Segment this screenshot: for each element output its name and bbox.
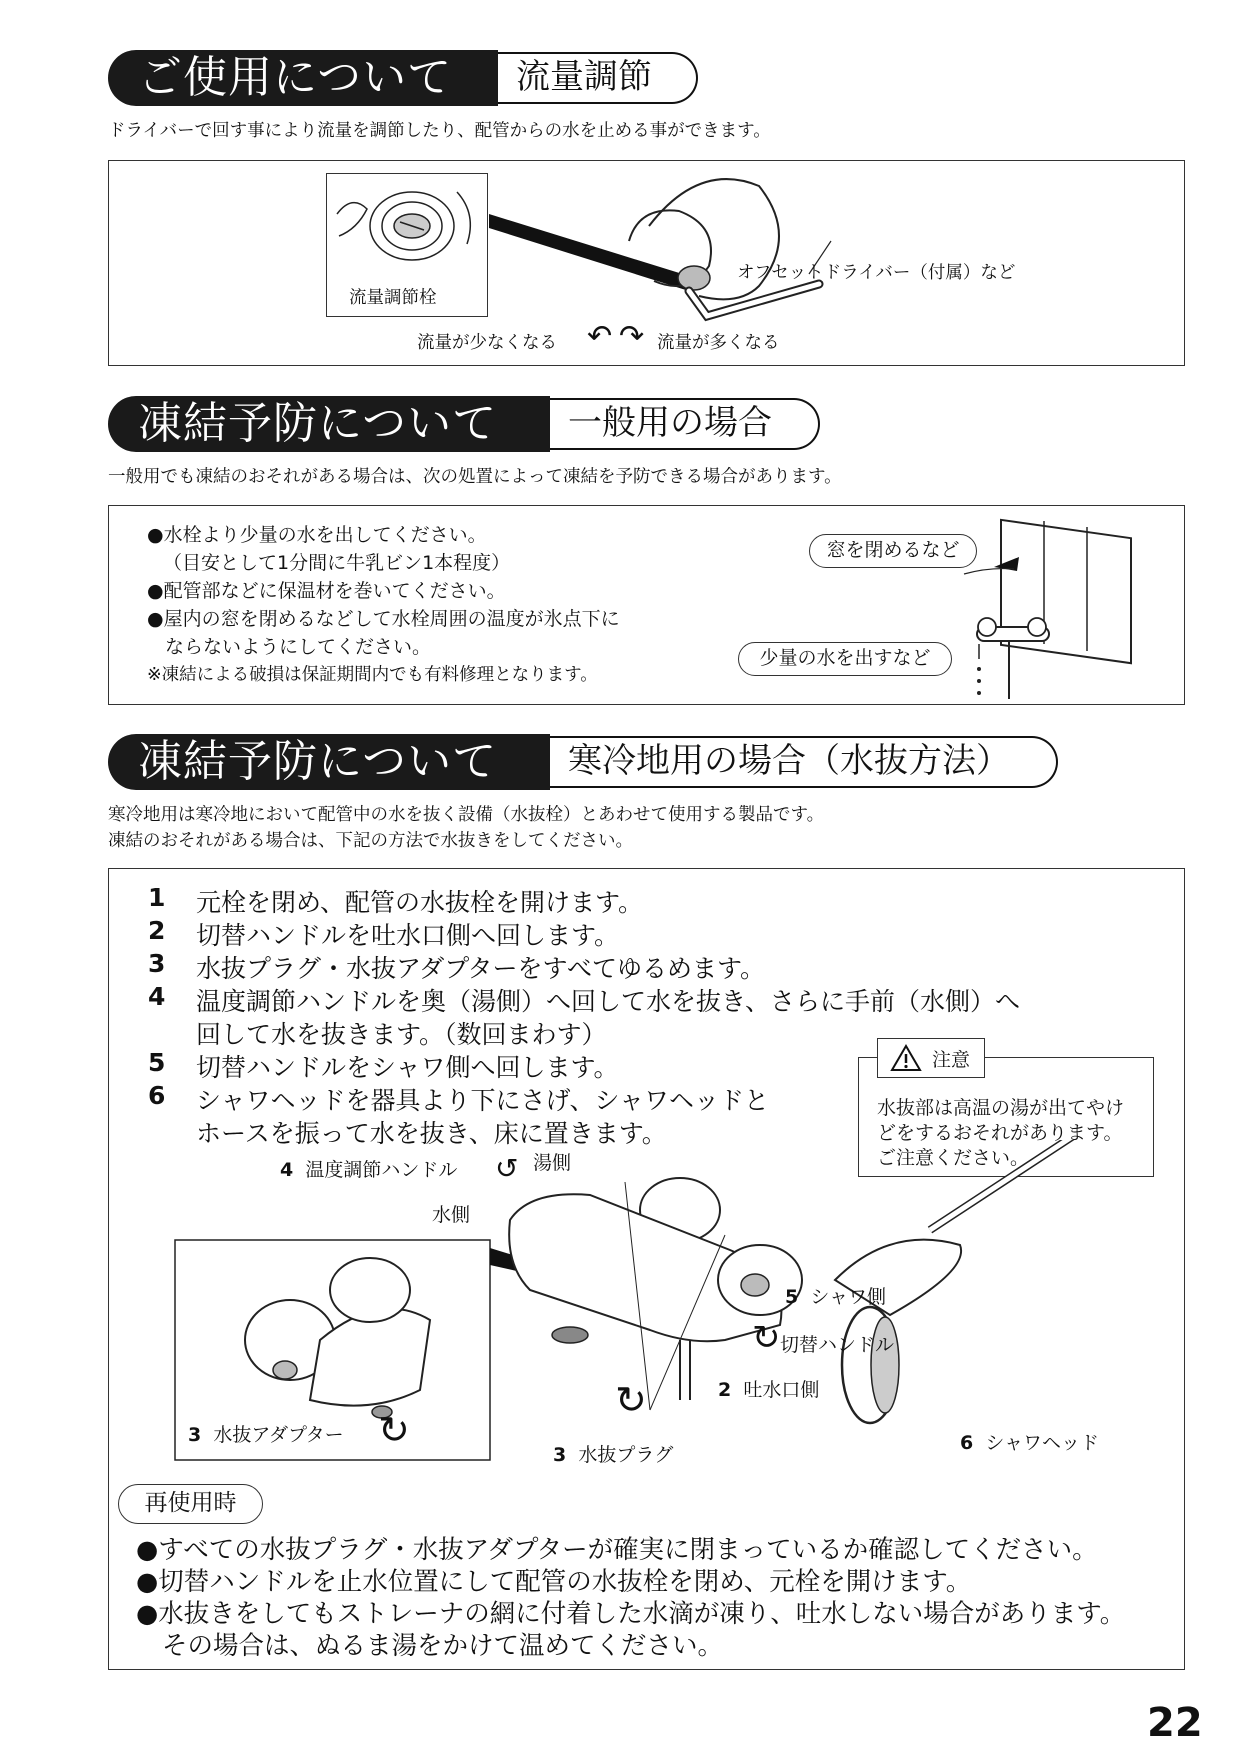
spout-side-label: 2 吐水口側 — [718, 1379, 820, 1401]
switch-handle-label: 切替ハンドル — [780, 1334, 895, 1356]
general-note: ※凍結による破損は保証期間内でも有料修理となります。 — [147, 665, 598, 685]
reuse-item-3: ●水抜きをしてもストレーナの網に付着した水滴が凍り、吐水しない場合があります。 — [136, 1599, 1126, 1629]
plug-rotate-icon: ↻ — [615, 1378, 647, 1422]
reuse-item-2: ●切替ハンドルを止水位置にして配管の水抜栓を閉め、元栓を開けます。 — [136, 1567, 972, 1597]
window-faucet-illustration — [959, 509, 1139, 704]
rotate-right-icon: ↷ — [619, 319, 645, 354]
reuse-label: 再使用時 — [118, 1484, 263, 1524]
plug-label: 3 水抜プラグ — [553, 1444, 674, 1466]
section1-intro: ドライバーで回す事により流量を調節したり、配管からの水を止める事ができます。 — [108, 121, 771, 141]
adapter-label: 3 水抜アダプター — [188, 1424, 344, 1446]
section3-title: 凍結予防について — [108, 734, 550, 790]
section3-intro-1: 寒冷地用は寒冷地において配管中の水を抜く設備（水抜栓）とあわせて使用する製品です。 — [108, 805, 825, 825]
oval-close-window: 窓を閉めるなど — [809, 534, 977, 568]
shower-side-label: 5 シャワ側 — [785, 1286, 886, 1308]
caution-text: 水抜部は高温の湯が出てやけ どをするおそれがあります。 ご注意ください。 — [877, 1097, 1125, 1169]
temp-rotate-arrow-icon: ↺ — [495, 1152, 519, 1185]
flow-more-label: 流量が多くなる — [657, 333, 780, 353]
rotate-left-icon: ↶ — [587, 319, 613, 354]
cold-side-label: 水側 — [432, 1204, 471, 1226]
page-number: 22 — [1147, 1700, 1203, 1746]
hot-side-label: 湯側 — [533, 1152, 572, 1174]
caution-label: 注意 — [877, 1038, 985, 1078]
switch-rotate-arrow-icon: ↻ — [752, 1318, 781, 1358]
general-item-3-cont: ならないようにしてください。 — [165, 636, 432, 658]
flow-less-label: 流量が少なくなる — [417, 333, 557, 353]
shower-head-label: 6 シャワヘッド — [960, 1432, 1099, 1454]
driver-label: オフセットドライバー（付属）など — [737, 263, 1016, 283]
warning-icon — [890, 1043, 922, 1073]
section2-header — [108, 396, 820, 452]
freeze-general-box — [108, 505, 1185, 705]
section1-header — [108, 50, 698, 106]
section1-tag: 流量調節 — [498, 52, 698, 104]
adapter-rotate-icon: ↻ — [378, 1408, 410, 1452]
section1-title: ご使用について — [108, 50, 498, 106]
general-item-3: ●屋内の窓を閉めるなどして水栓周囲の温度が氷点下に — [147, 608, 620, 630]
reuse-item-3-cont: その場合は、ぬるま湯をかけて温めてください。 — [162, 1631, 724, 1661]
reuse-item-1: ●すべての水抜プラグ・水抜アダプターが確実に閉まっているか確認してください。 — [136, 1535, 1098, 1565]
valve-label: 流量調節栓 — [349, 288, 437, 308]
oval-little-water: 少量の水を出すなど — [738, 642, 952, 676]
section2-tag: 一般用の場合 — [550, 398, 820, 450]
section3-header — [108, 734, 1058, 790]
general-item-2: ●配管部などに保温材を巻いてください。 — [147, 580, 506, 602]
section2-title: 凍結予防について — [108, 396, 550, 452]
general-item-1-note: （目安として1分間に牛乳ビン1本程度） — [163, 552, 511, 574]
flow-adjust-box — [108, 160, 1185, 366]
section2-intro: 一般用でも凍結のおそれがある場合は、次の処置によって凍結を予防できる場合があります。 — [108, 467, 842, 487]
section3-tag: 寒冷地用の場合（水抜方法） — [550, 736, 1058, 788]
section3-intro-2: 凍結のおそれがある場合は、下記の方法で水抜きをしてください。 — [108, 831, 633, 851]
general-item-1: ●水栓より少量の水を出してください。 — [147, 524, 487, 546]
temp-handle-label: 4 温度調節ハンドル — [280, 1159, 458, 1181]
